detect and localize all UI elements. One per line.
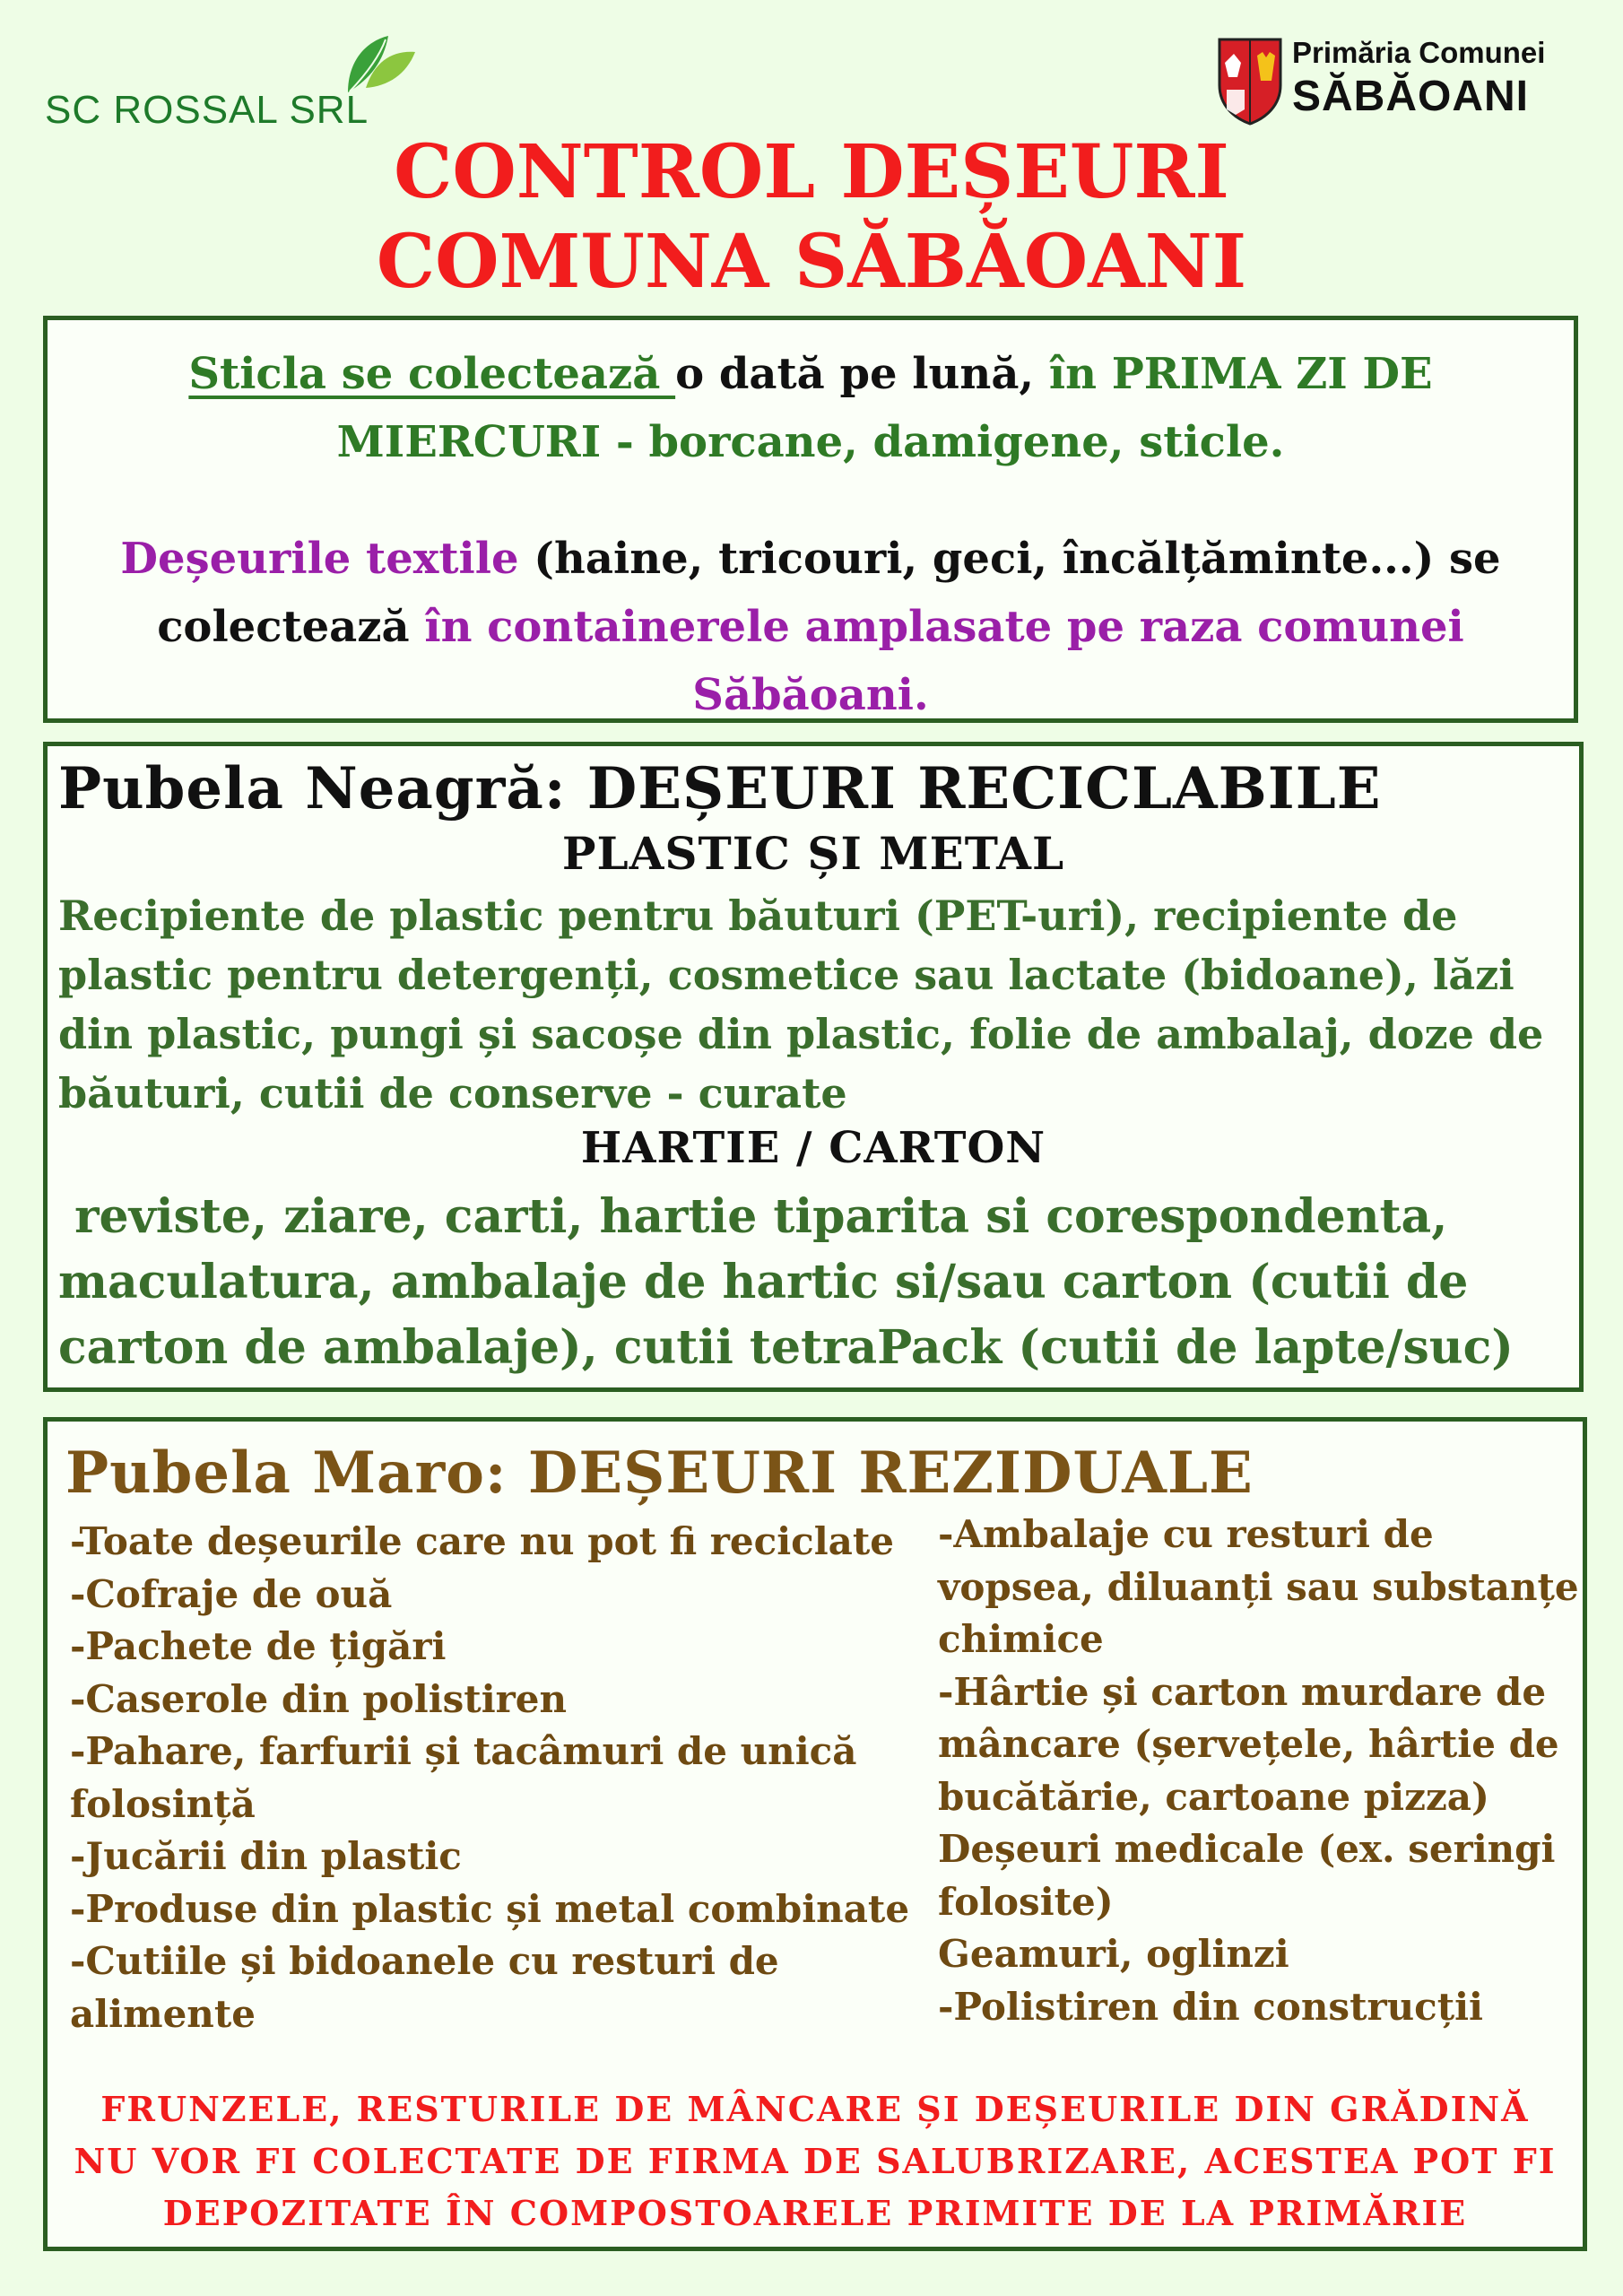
list-item: -Toate deșeurile care nu pot fi reciclate (70, 1519, 895, 1563)
rossal-logo-text: SC ROSSAL SRL (45, 88, 369, 132)
black-bin-box (43, 742, 1584, 1392)
list-item: -Cofraje de ouă (70, 1571, 393, 1616)
glass-frequency: o dată pe lună, (675, 349, 1049, 399)
page-title (0, 127, 1623, 307)
glass-collection-paragraph (56, 340, 1565, 476)
brown-bin-box (43, 1417, 1587, 2251)
list-item: -Produse din plastic și metal combinate (70, 1886, 910, 1931)
rossal-logo (43, 25, 420, 133)
list-item: -Caserole din polistiren (70, 1676, 568, 1721)
plastic-metal-description: Recipiente de plastic pentru băuturi (PET-uri), recipiente de plastic pentru detergenți, cosmetice sau lactate (bidoane), lăzi din plastic, pungi și sacoșe din plastic, folie de ambalaj, doze de băuturi, cutii de conserve - curate (58, 891, 1544, 1118)
coat-of-arms-icon (1216, 36, 1284, 126)
primaria-logo (1216, 36, 1601, 130)
textile-items: (haine, tricouri, geci, încălțăminte...) se colectează (157, 534, 1501, 652)
list-item: Deșeuri medicale (ex. seringi folosite) (938, 1827, 1556, 1924)
textile-location: în containerele amplasate pe raza comunei Săbăoani. (424, 602, 1464, 720)
garden-waste-note: FRUNZELE, RESTURILE DE MÂNCARE ȘI DEȘEURILE DIN GRĂDINĂ NU VOR FI COLECTATE DE FIRMA DE SALUBRIZARE, ACESTEA POT FI DEPOZITATE ÎN COMPOSTOARELE PRIMITE DE LA PRIMĂRIE (74, 2089, 1557, 2233)
residual-list-left (70, 1516, 922, 2040)
glass-schedule: în PRIMA ZI DE MIERCURI - borcane, damigene, sticle. (336, 349, 1433, 467)
black-bin-title: Pubela Neagră: DEȘEURI RECICLABILE (58, 755, 1382, 822)
plastic-metal-heading: PLASTIC ȘI METAL (561, 827, 1065, 880)
paper-cardboard-description: reviste, ziare, carti, hartie tiparita si corespondenta, maculatura, ambalaje de hartic si/sau carton (cutii de carton de ambalaje), cutii tetraPack (cutii de lapte/suc) (58, 1189, 1514, 1375)
glass-collection-heading: Sticla se colectează (188, 349, 676, 399)
brown-bin-title: Pubela Maro: DEȘEURI REZIDUALE (65, 1439, 1254, 1507)
paper-cardboard-heading: HARTIE / CARTON (580, 1123, 1046, 1173)
leaf-icon (339, 25, 420, 97)
list-item: -Polistiren din construcții (938, 1984, 1484, 2029)
primaria-logo-line1: Primăria Comunei (1292, 36, 1546, 69)
list-item: -Cutiile și bidoanele cu resturi de alimente (70, 1939, 779, 2036)
list-item: -Pahare, farfurii și tacâmuri de unică folosință (70, 1729, 857, 1826)
residual-list-right (938, 1509, 1579, 2033)
list-item: -Ambalaje cu resturi de vopsea, diluanți sau substanțe chimice (938, 1512, 1579, 1661)
title-line-2: COMUNA SĂBĂOANI (376, 219, 1247, 305)
title-line-1: CONTROL DEȘEURI (394, 129, 1229, 215)
textile-collection-paragraph (56, 525, 1565, 729)
textile-heading: Deșeurile textile (120, 534, 519, 584)
list-item: Geamuri, oglinzi (938, 1932, 1289, 1976)
collection-info-box (43, 316, 1578, 723)
list-item: -Jucării din plastic (70, 1834, 462, 1878)
list-item: -Pachete de țigări (70, 1624, 447, 1668)
primaria-logo-line2: SĂBĂOANI (1292, 73, 1530, 120)
list-item: -Hârtie și carton murdare de mâncare (șervețele, hârtie de bucătărie, cartoane pizza) (938, 1669, 1559, 1819)
